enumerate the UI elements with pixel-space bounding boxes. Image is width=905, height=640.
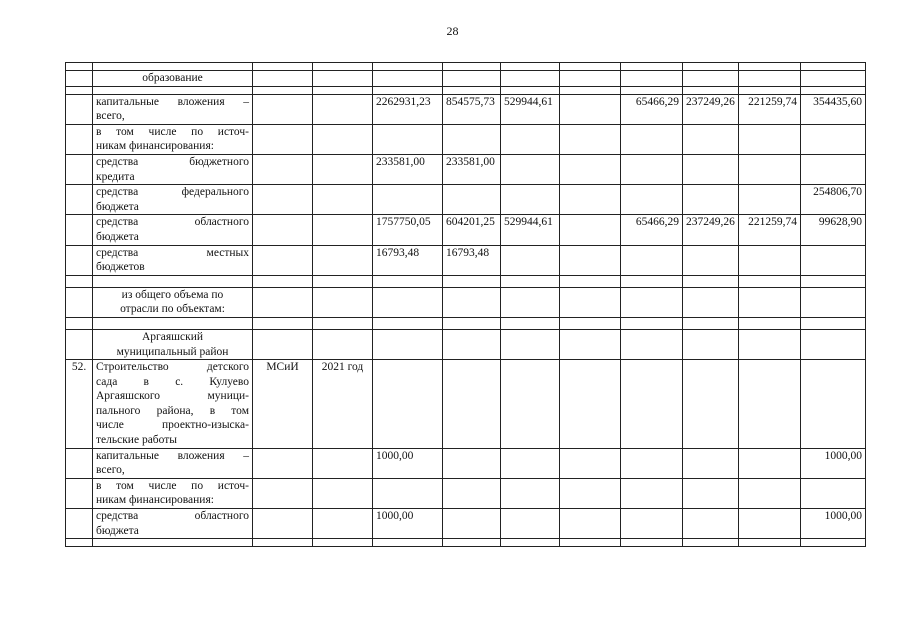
table-row: [66, 215, 866, 245]
cell-value: 16793,48: [443, 245, 501, 275]
table-row: [66, 287, 866, 317]
row-label: средства местных бюджетов: [93, 245, 253, 275]
table-row: [66, 154, 866, 184]
cell-value: 1000,00: [373, 509, 443, 539]
cell-value: 1000,00: [373, 448, 443, 478]
cell-value: 233581,00: [443, 154, 501, 184]
cell-value: 233581,00: [373, 154, 443, 184]
cell-value: 604201,25: [443, 215, 501, 245]
cell-value: 1000,00: [801, 509, 866, 539]
cell-value: 221259,74: [739, 94, 801, 124]
row-label: капитальные вложения – всего,: [93, 94, 253, 124]
table-row: [66, 63, 866, 71]
row-label: капитальные вложения – всего,: [93, 448, 253, 478]
cell-value: 16793,48: [373, 245, 443, 275]
object-description: Строительство детского сада в с. Кулуево Аргаяшского муници- пального района, в том числе проектно-изыска- тельские работы: [93, 360, 253, 449]
cell-value: 529944,61: [501, 94, 560, 124]
cell-value: 99628,90: [801, 215, 866, 245]
table-row: [66, 317, 866, 329]
table-row: [66, 448, 866, 478]
row-label: средства областного бюджета: [93, 215, 253, 245]
row-label: в том числе по источ- никам финансирования:: [93, 124, 253, 154]
table-row: [66, 94, 866, 124]
cell-value: 65466,29: [621, 215, 683, 245]
table-row: [66, 185, 866, 215]
cell-value: 1000,00: [801, 448, 866, 478]
cell-value: 854575,73: [443, 94, 501, 124]
row-label: в том числе по источ- никам финансирования:: [93, 478, 253, 508]
item-number: 52.: [66, 360, 93, 449]
budget-table: [65, 62, 866, 547]
cell-value: 221259,74: [739, 215, 801, 245]
row-label: средства федерального бюджета: [93, 185, 253, 215]
table-row: [66, 539, 866, 547]
table-row: [66, 329, 866, 359]
cell-value: 1757750,05: [373, 215, 443, 245]
table-row: [66, 124, 866, 154]
table-row: [66, 360, 866, 449]
row-label: средства областного бюджета: [93, 509, 253, 539]
table-row: [66, 478, 866, 508]
table-row: [66, 275, 866, 287]
cell-value: 529944,61: [501, 215, 560, 245]
district-label: Аргаяшский муниципальный район: [93, 329, 253, 359]
year: 2021 год: [313, 360, 373, 449]
cell-value: 237249,26: [683, 94, 739, 124]
page-number: 28: [446, 24, 459, 38]
table-row: [66, 509, 866, 539]
table-row: [66, 71, 866, 87]
cell-value: 354435,60: [801, 94, 866, 124]
section-label: образование: [93, 71, 253, 87]
table-row: [66, 245, 866, 275]
cell-value: 254806,70: [801, 185, 866, 215]
cell-value: 2262931,23: [373, 94, 443, 124]
row-label: средства бюджетного кредита: [93, 154, 253, 184]
row-label: из общего объема по отрасли по объектам:: [93, 287, 253, 317]
cell-value: 65466,29: [621, 94, 683, 124]
customer: МСиИ: [253, 360, 313, 449]
table-row: [66, 86, 866, 94]
cell-value: 237249,26: [683, 215, 739, 245]
